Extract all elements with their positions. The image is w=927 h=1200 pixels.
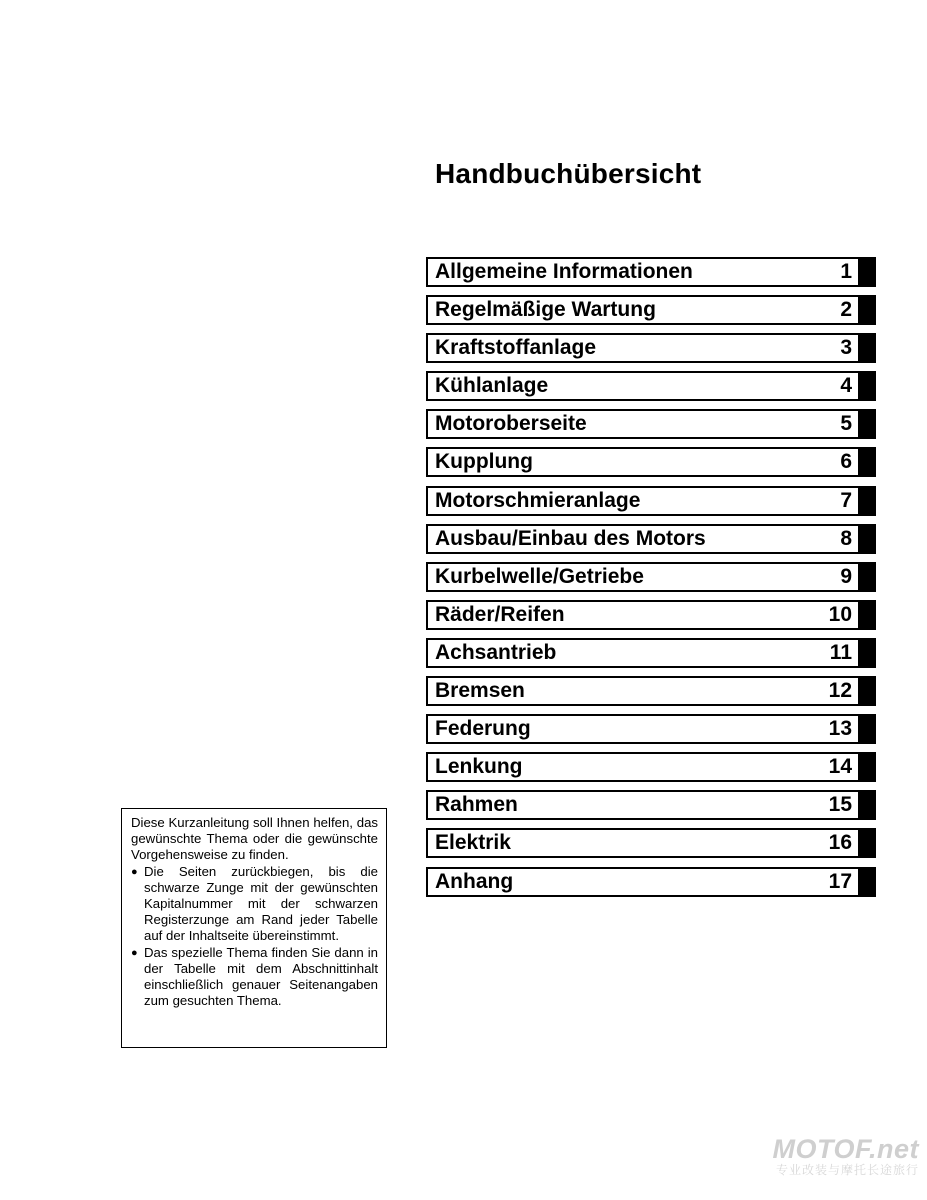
toc-number: 8: [840, 526, 852, 550]
toc-label: Allgemeine Informationen: [435, 260, 693, 283]
toc-number: 6: [840, 450, 852, 474]
note-bullet-item: [131, 864, 378, 945]
toc-number: 4: [840, 374, 852, 398]
toc-number: 17: [828, 869, 852, 893]
toc-row[interactable]: [426, 257, 876, 287]
toc-number: 9: [840, 564, 852, 588]
toc-box: [426, 752, 860, 782]
toc-box: [426, 371, 860, 401]
toc-row[interactable]: [426, 295, 876, 325]
toc-number: 2: [840, 298, 852, 322]
toc-box: [426, 562, 860, 592]
page-title: Handbuchübersicht: [435, 158, 702, 189]
toc-box: [426, 524, 860, 554]
toc-row[interactable]: [426, 828, 876, 858]
note-list: [131, 864, 378, 1010]
watermark-logo: MOTOF.net: [772, 1134, 919, 1164]
toc-box: [426, 600, 860, 630]
register-tab: [860, 752, 876, 782]
register-tab: [860, 714, 876, 744]
usage-note-box: [121, 808, 387, 1048]
toc-label: Kraftstoffanlage: [435, 336, 597, 360]
toc-label: Rahmen: [435, 793, 518, 817]
register-tab: [860, 676, 876, 706]
register-tab: [860, 333, 876, 363]
toc-row[interactable]: [426, 409, 876, 439]
toc-label: Motorschmieranlage: [435, 488, 641, 512]
toc-box: [426, 409, 860, 439]
note-bullet-text: Das spezielle Thema finden Sie dann in der Tabelle mit dem Abschnittinhalt einschließlich genauer Seitenangaben zum gesuchten Thema.: [144, 944, 378, 1009]
toc-label: Kurbelwelle/Getriebe: [435, 564, 644, 588]
toc-label: Bremsen: [435, 679, 525, 703]
bullet-icon: ●: [131, 865, 138, 878]
toc-label: Anhang: [435, 869, 514, 893]
register-tab: [860, 295, 876, 325]
toc-box: [426, 828, 860, 858]
toc-row[interactable]: [426, 600, 876, 630]
register-tab: [860, 828, 876, 858]
register-tab: [860, 409, 876, 439]
note-bullet-item: [131, 945, 378, 1010]
toc-box: [426, 676, 860, 706]
toc-row[interactable]: [426, 676, 876, 706]
register-tab: [860, 867, 876, 897]
toc-label: Lenkung: [435, 755, 523, 779]
toc-row[interactable]: [426, 790, 876, 820]
toc-number: 5: [840, 412, 852, 436]
toc-row[interactable]: [426, 447, 876, 477]
toc-box: [426, 790, 860, 820]
toc-row[interactable]: [426, 752, 876, 782]
toc-number: 3: [840, 336, 852, 360]
toc-row[interactable]: [426, 638, 876, 668]
toc-box: [426, 295, 860, 325]
toc-number: 15: [828, 793, 852, 817]
toc-number: 10: [828, 602, 852, 626]
register-tab: [860, 638, 876, 668]
toc-label: Kupplung: [435, 450, 533, 474]
toc-label: Regelmäßige Wartung: [435, 298, 656, 322]
toc-box: [426, 447, 860, 477]
toc-number: 1: [840, 260, 852, 283]
toc-box: [426, 333, 860, 363]
toc-number: 14: [828, 755, 852, 779]
register-tab: [860, 790, 876, 820]
register-tab: [860, 486, 876, 516]
toc-number: 13: [828, 717, 852, 741]
register-tab: [860, 371, 876, 401]
toc-box: [426, 638, 860, 668]
toc-box: [426, 486, 860, 516]
toc-number: 7: [840, 488, 852, 512]
toc-row[interactable]: [426, 486, 876, 516]
toc-label: Federung: [435, 717, 531, 741]
toc-label: Kühlanlage: [435, 374, 549, 398]
toc-box: [426, 867, 860, 897]
toc-label: Räder/Reifen: [435, 602, 565, 626]
note-bullet-text: Die Seiten zurückbiegen, bis die schwarze Zunge mit der gewünschten Kapitalnummer mit der schwarzen Registerzunge am Rand jeder Tabelle auf der Inhaltseite übereinstimmt.: [144, 863, 378, 944]
toc-row[interactable]: [426, 714, 876, 744]
toc-box: [426, 714, 860, 744]
toc-label: Elektrik: [435, 831, 511, 855]
toc-number: 11: [829, 640, 852, 664]
toc-label: Achsantrieb: [435, 640, 557, 664]
register-tab: [860, 447, 876, 477]
toc-row[interactable]: [426, 867, 876, 897]
note-intro: Diese Kurzanleitung soll Ihnen helfen, das gewünschte Thema oder die gewünschte Vorgehensweise zu finden.: [131, 815, 378, 863]
toc-number: 16: [828, 831, 852, 855]
toc-row[interactable]: [426, 524, 876, 554]
bullet-icon: ●: [131, 946, 138, 959]
register-tab: [860, 524, 876, 554]
register-tab: [860, 600, 876, 630]
watermark-tagline: 专业改装与摩托长途旅行: [775, 1163, 919, 1177]
register-tab: [860, 562, 876, 592]
toc-label: Ausbau/Einbau des Motors: [435, 526, 706, 550]
toc-box: [426, 257, 860, 287]
toc-row[interactable]: [426, 371, 876, 401]
toc-row[interactable]: [426, 562, 876, 592]
chapter-index: [426, 257, 876, 905]
toc-number: 12: [828, 679, 852, 703]
watermark: [772, 1134, 919, 1178]
toc-row[interactable]: [426, 333, 876, 363]
register-tab: [860, 257, 876, 287]
toc-label: Motoroberseite: [435, 412, 587, 436]
